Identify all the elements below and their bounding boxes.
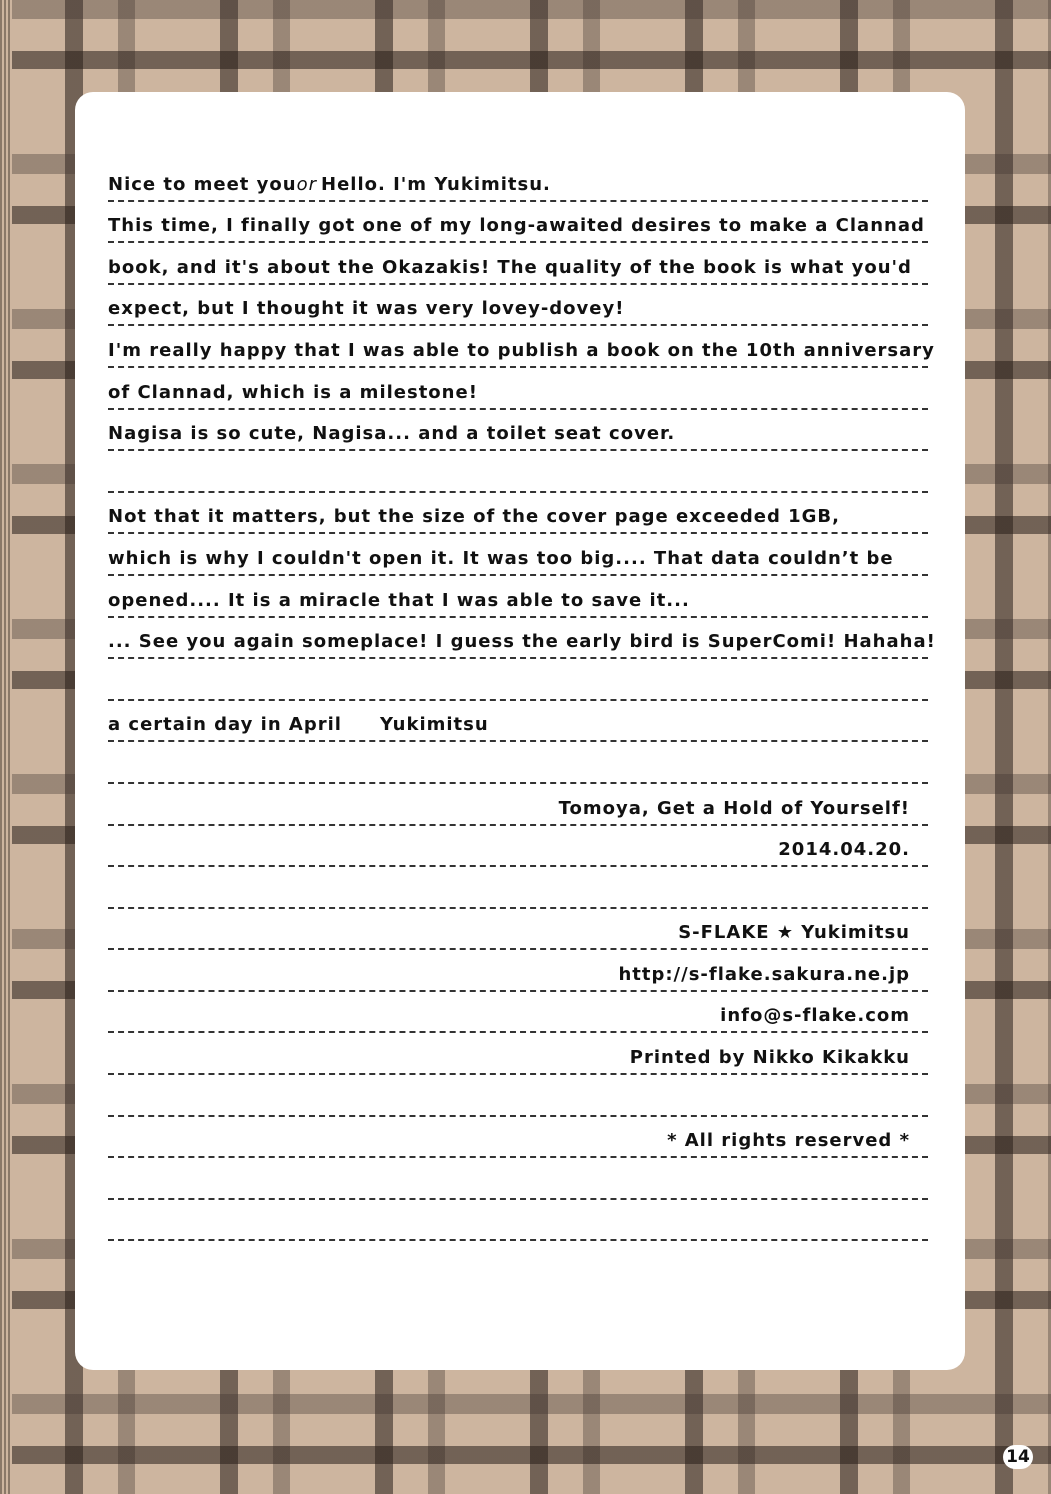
blank-line	[108, 1200, 928, 1242]
signoff-date: a certain day in April	[108, 714, 342, 736]
line: book, and it's about the Okazakis! The quality of the book is what you'd	[108, 243, 928, 285]
line: Nagisa is so cute, Nagisa... and a toilet seat cover.	[108, 410, 928, 452]
line: of Clannad, which is a milestone!	[108, 368, 928, 410]
blank-line	[108, 1158, 928, 1200]
printer: Printed by Nikko Kikakku	[108, 1033, 928, 1075]
afterword-lines	[108, 160, 936, 1241]
line: I'm really happy that I was able to publish a book on the 10th anniversary	[108, 326, 928, 368]
publish-date: 2014.04.20.	[108, 826, 928, 868]
line-text: Hello. I'm Yukimitsu.	[321, 173, 551, 195]
blank-line	[108, 742, 928, 784]
line: This time, I finally got one of my long-awaited desires to make a Clannad	[108, 202, 928, 244]
line: expect, but I thought it was very lovey-dovey!	[108, 285, 928, 327]
signoff-line	[108, 701, 928, 743]
blank-line	[108, 451, 928, 493]
email: info@s-flake.com	[108, 992, 928, 1034]
blank-line	[108, 1075, 928, 1117]
line-emphasis: or	[296, 173, 317, 195]
line-text: Nice to meet you	[108, 173, 297, 195]
line: opened.... It is a miracle that I was able to save it...	[108, 576, 928, 618]
blank-line	[108, 867, 928, 909]
line: ... See you again someplace! I guess the early bird is SuperComi! Hahaha!	[108, 618, 928, 660]
circle-name: S-FLAKE ★ Yukimitsu	[108, 909, 928, 951]
website-url: http://s-flake.sakura.ne.jp	[108, 950, 928, 992]
line: which is why I couldn't open it. It was too big.... That data couldn’t be	[108, 534, 928, 576]
line	[108, 160, 928, 202]
page-edge	[0, 0, 12, 1494]
signoff-author: Yukimitsu	[379, 714, 489, 736]
line: Not that it matters, but the size of the cover page exceeded 1GB,	[108, 493, 928, 535]
rights-notice: * All rights reserved *	[108, 1117, 928, 1159]
book-title: Tomoya, Get a Hold of Yourself!	[108, 784, 928, 826]
page-number: 14	[1003, 1445, 1033, 1469]
blank-line	[108, 659, 928, 701]
